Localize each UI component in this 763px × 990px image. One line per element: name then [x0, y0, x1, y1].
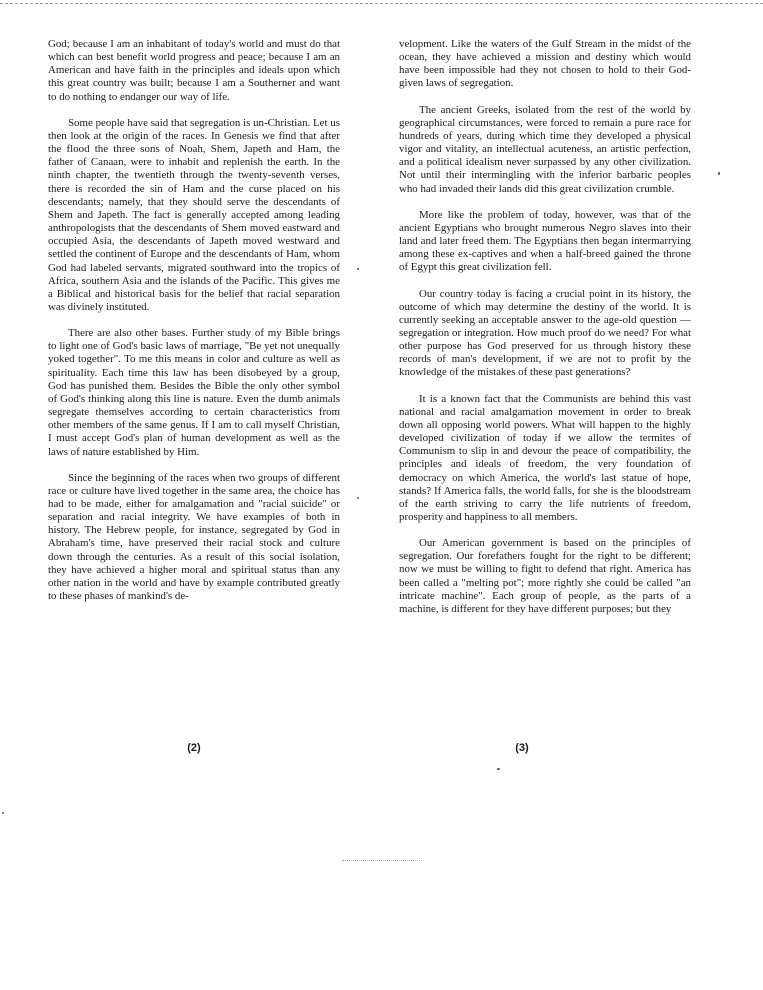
top-scan-edge [0, 3, 763, 4]
right-column [399, 38, 691, 629]
paragraph: Our country today is facing a crucial point in its history, the outcome of which may determine the destiny of the world. It is currently seeking an acceptable answer to the age-old question — segregation or integration. How much proof do we need? For what other purpose has God preserved for us through history these records of man's development, if we are not to profit by the knowledge of the mistakes of these past generations? [399, 287, 691, 379]
page-number-right: (3) [515, 742, 529, 754]
page-number-left: (2) [187, 742, 201, 754]
scan-speck [718, 172, 720, 175]
paragraph: The ancient Greeks, isolated from the rest of the world by geographical circumstances, were forced to remain a pure race for hundreds of years, during which time they developed a physical vigor and vitality, an intellectual acuteness, an artistic perfection, and a political idealism never surpassed by any other civilization. Not until their intermingling with the inferior barbaric peoples who had invaded their lands did this great civilization crumble. [399, 103, 691, 195]
paragraph: Some people have said that segregation is un-Christian. Let us then look at the origin of the races. In Genesis we find that after the flood the three sons of Noah, Shem, Japeth and Ham, the father of Canaan, were to inhabit and replenish the earth. In the ninth chapter, the twentieth through the twenty-seventh verses, there is recorded the sin of Ham and the curse placed on his descendants; namely, that they should serve the descendants of Shem and Japeth. The fact is generally accepted among leading anthropologists that the descendants of Shem moved eastward and occupied Asia, the descendants of Japeth moved westward and settled the continent of Europe and the descendants of Ham, whom God had labeled servants, migrated southward into the tropics of Africa, southern Asia and the islands of the Pacific. This gives me a Biblical and historical basis for the belief that racial separation was divinely instituted. [48, 116, 340, 313]
paragraph: Our American government is based on the principles of segregation. Our forefathers fought for the right to be different; now we must be willing to fight to defend that right. America has been called a "melting pot"; more rightly she could be called "an intricate machine". Each group of people, as the parts of a machine, is different for they have different purposes; but they [399, 537, 691, 615]
paragraph: It is a known fact that the Communists are behind this vast national and racial amalgamation movement in order to break down all opposing world powers. What will happen to the highly developed civilization of today if we allow the termites of Communism to slip in and devour the peace of compatibility, the principles and ideals of freedom, the very foundation of democracy on which America, the world's last statue of hope, stands? If America falls, the world falls, for she is the bloodstream of the earth striving to carry the life nutrients of freedom, prosperity and happiness to all members. [399, 392, 691, 523]
scan-dots [342, 860, 422, 861]
scan-speck [497, 768, 500, 770]
scan-speck [357, 268, 359, 270]
left-column [48, 38, 340, 616]
scan-speck [357, 497, 359, 499]
scan-speck [2, 812, 4, 814]
paragraph: velopment. Like the waters of the Gulf Stream in the midst of the ocean, they have achieved a mission and destiny which would have been impossible had they not chosen to hold to their God-given laws of segregation. [399, 38, 691, 90]
paragraph: More like the problem of today, however, was that of the ancient Egyptians who brought numerous Negro slaves into their land and later freed them. The Egyptians then began intermarrying among these ex-captives and when a half-breed gained the throne of Egypt this great civilization fell. [399, 208, 691, 274]
paragraph: There are also other bases. Further study of my Bible brings to light one of God's basic laws of marriage, "Be yet not unequally yoked together". To me this means in color and culture as well as spirituality. Each time this law has been disobeyed by a group, God has punished them. Besides the Bible the only other symbol of God's thinking along this line is nature. Even the dumb animals segregate themselves according to certain characteristics from other members of the same genus. If I am to call myself Christian, I must accept God's plan of human development as well as the laws of nature established by Him. [48, 327, 340, 458]
paragraph: God; because I am an inhabitant of today's world and must do that which can best benefit world progress and peace; because I am an American and have faith in the principles and ideals upon which this great country was built; because I am a Southerner and want to do nothing to endanger our way of life. [48, 38, 340, 103]
paragraph: Since the beginning of the races when two groups of different race or culture have lived together in the same area, the choice has had to be made, either for amalgamation and "racial suicide" or separation and racial integrity. We have examples of both in history. The Hebrew people, for instance, segregated by God in Abraham's time, have preserved their racial stock and culture down through the centuries. As a result of this social isolation, they have achieved a higher moral and spiritual status than any other nation in the world and have by example contributed greatly to these phases of mankind's de- [48, 471, 340, 603]
